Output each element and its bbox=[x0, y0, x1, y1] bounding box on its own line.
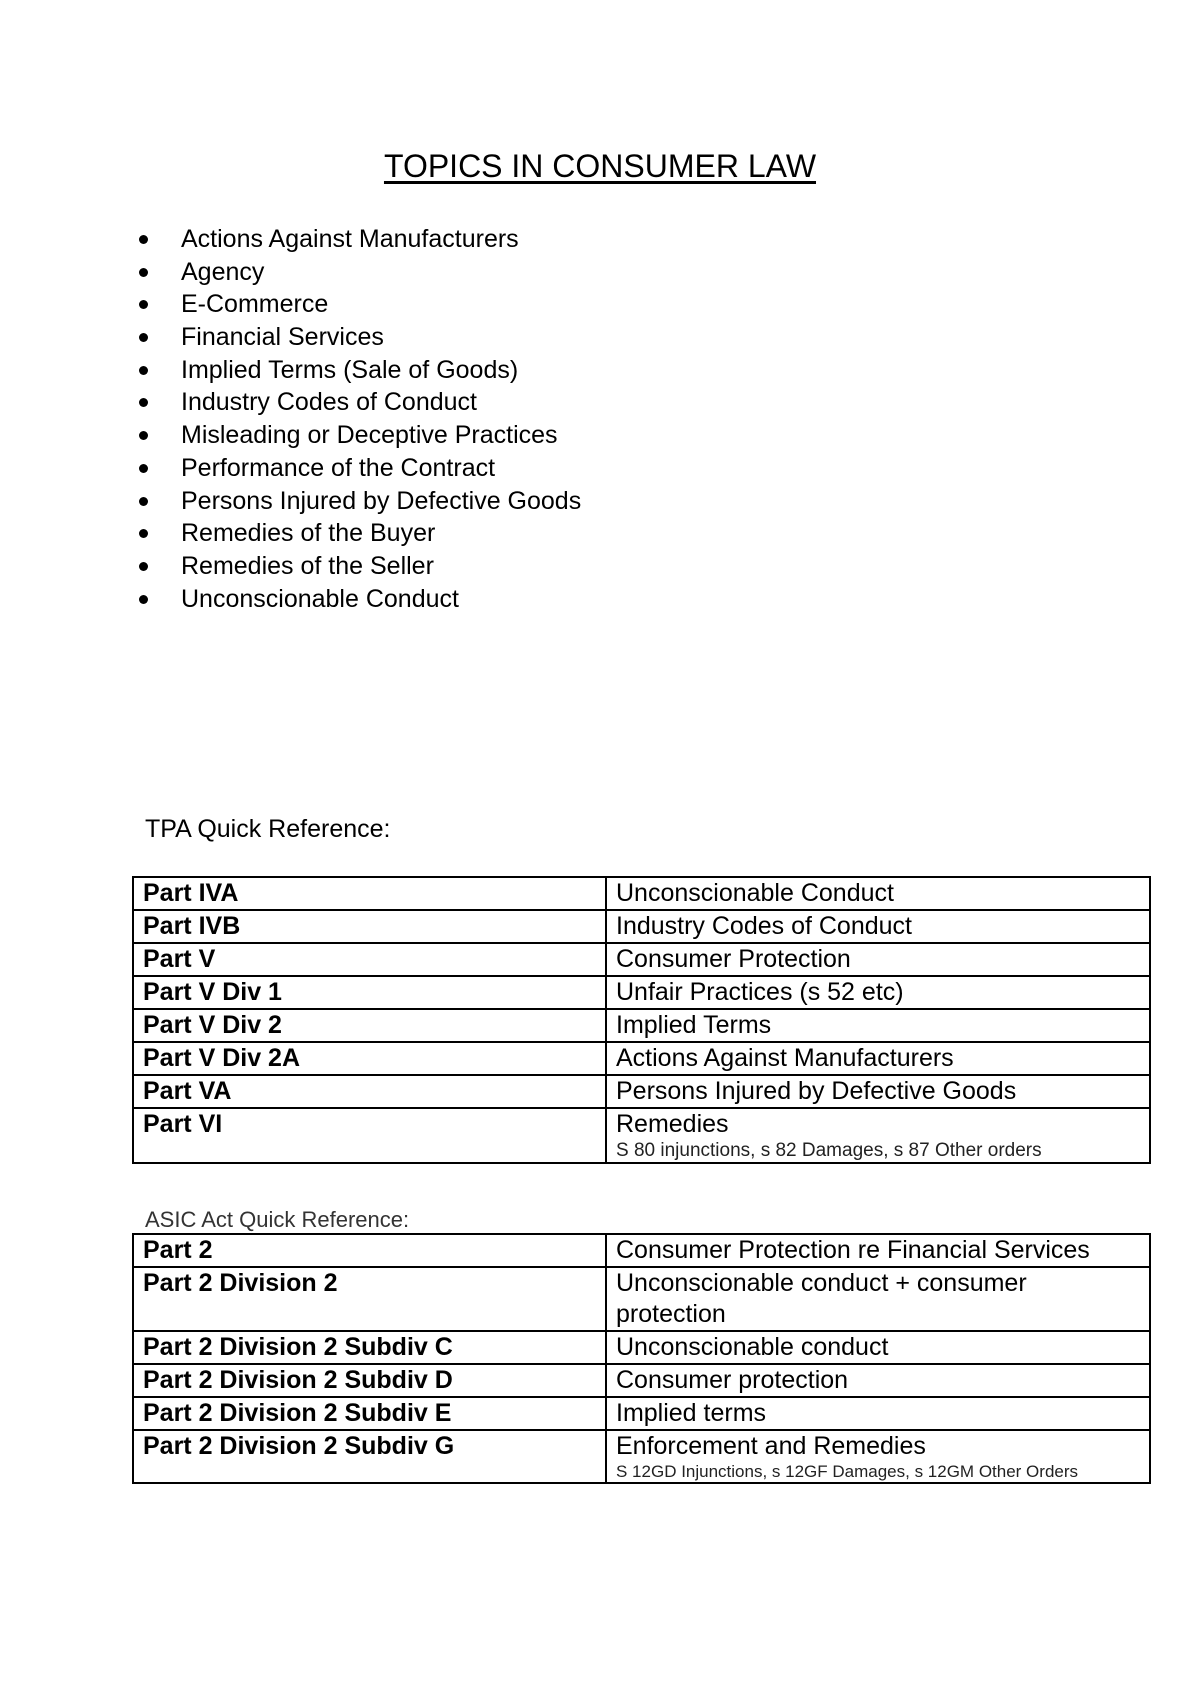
topic-label: Financial Services bbox=[181, 323, 384, 352]
part-cell: Part V Div 2 bbox=[133, 1009, 606, 1042]
asic-reference-table bbox=[132, 1233, 1151, 1484]
topic-cell: Persons Injured by Defective Goods bbox=[606, 1075, 1150, 1108]
asic-heading: ASIC Act Quick Reference: bbox=[145, 1207, 410, 1232]
list-item bbox=[135, 288, 581, 321]
list-item bbox=[135, 419, 581, 452]
bullet-icon bbox=[139, 235, 148, 244]
table-row bbox=[133, 1397, 1150, 1430]
list-item bbox=[135, 386, 581, 419]
list-item bbox=[135, 354, 581, 387]
topic-cell: Unconscionable conduct + consumer protection bbox=[606, 1267, 1150, 1331]
topic-label: Agency bbox=[181, 257, 265, 286]
topic-label: Implied Terms (Sale of Goods) bbox=[181, 355, 519, 384]
table-row bbox=[133, 1108, 1150, 1163]
part-cell: Part V Div 1 bbox=[133, 976, 606, 1009]
bullet-icon bbox=[139, 497, 148, 506]
topic-label: Misleading or Deceptive Practices bbox=[181, 421, 558, 450]
tpa-heading: TPA Quick Reference: bbox=[145, 815, 391, 843]
topic-label: Persons Injured by Defective Goods bbox=[181, 486, 582, 515]
topic-label: Performance of the Contract bbox=[181, 453, 496, 482]
section-note: S 80 injunctions, s 82 Damages, s 87 Other orders bbox=[616, 1140, 1042, 1161]
topic-cell: Implied terms bbox=[606, 1397, 1150, 1430]
topic-label: Unconscionable Conduct bbox=[181, 584, 459, 613]
section-note: S 12GD Injunctions, s 12GF Damages, s 12GM Other Orders bbox=[616, 1462, 1079, 1481]
table-row bbox=[133, 1331, 1150, 1364]
part-cell: Part V bbox=[133, 943, 606, 976]
table-row bbox=[133, 877, 1150, 910]
part-cell: Part 2 Division 2 Subdiv D bbox=[133, 1364, 606, 1397]
table-row bbox=[133, 1009, 1150, 1042]
part-cell: Part VA bbox=[133, 1075, 606, 1108]
list-item bbox=[135, 452, 581, 485]
bullet-icon bbox=[139, 300, 148, 309]
topic-label: Remedies bbox=[616, 1110, 729, 1138]
list-item bbox=[135, 583, 581, 616]
table-row bbox=[133, 910, 1150, 943]
bullet-icon bbox=[139, 268, 148, 277]
topic-cell: Actions Against Manufacturers bbox=[606, 1042, 1150, 1075]
table-row bbox=[133, 943, 1150, 976]
topic-cell: Consumer Protection bbox=[606, 943, 1150, 976]
topic-label: Actions Against Manufacturers bbox=[181, 225, 519, 253]
part-cell: Part IVA bbox=[133, 877, 606, 910]
table-row bbox=[133, 1042, 1150, 1075]
list-item bbox=[135, 223, 581, 256]
topic-cell: Unconscionable conduct bbox=[606, 1331, 1150, 1364]
topic-label: Remedies of the Seller bbox=[181, 551, 434, 580]
topic-cell bbox=[606, 1108, 1150, 1163]
part-cell: Part 2 Division 2 Subdiv C bbox=[133, 1331, 606, 1364]
bullet-icon bbox=[139, 398, 148, 407]
table-row bbox=[133, 1364, 1150, 1397]
bullet-icon bbox=[139, 431, 148, 440]
part-cell: Part 2 Division 2 bbox=[133, 1267, 606, 1331]
table-row bbox=[133, 1234, 1150, 1267]
table-row bbox=[133, 976, 1150, 1009]
bullet-icon bbox=[139, 333, 148, 342]
tpa-reference-table bbox=[132, 876, 1151, 1164]
topic-cell: Consumer Protection re Financial Services bbox=[606, 1234, 1150, 1267]
list-item bbox=[135, 321, 581, 354]
topic-label: Industry Codes of Conduct bbox=[181, 388, 477, 417]
list-item bbox=[135, 485, 581, 518]
bullet-icon bbox=[139, 529, 148, 538]
list-item bbox=[135, 517, 581, 550]
list-item bbox=[135, 550, 581, 583]
topic-cell: Implied Terms bbox=[606, 1009, 1150, 1042]
page-title: TOPICS IN CONSUMER LAW bbox=[383, 148, 817, 184]
topic-cell: Unfair Practices (s 52 etc) bbox=[606, 976, 1150, 1009]
topic-cell bbox=[606, 1430, 1150, 1483]
topic-cell: Consumer protection bbox=[606, 1364, 1150, 1397]
topic-cell: Industry Codes of Conduct bbox=[606, 910, 1150, 943]
part-cell: Part IVB bbox=[133, 910, 606, 943]
topic-label: Remedies of the Buyer bbox=[181, 519, 436, 548]
topic-label: Enforcement and Remedies bbox=[616, 1432, 926, 1460]
topic-label: E-Commerce bbox=[181, 290, 329, 319]
bullet-icon bbox=[139, 562, 148, 571]
topics-list bbox=[135, 223, 581, 615]
part-cell: Part 2 Division 2 Subdiv G bbox=[133, 1430, 606, 1483]
part-cell: Part 2 Division 2 Subdiv E bbox=[133, 1397, 606, 1430]
list-item bbox=[135, 256, 581, 289]
bullet-icon bbox=[139, 366, 148, 375]
part-cell: Part 2 bbox=[133, 1234, 606, 1267]
part-cell: Part VI bbox=[133, 1108, 606, 1163]
table-row bbox=[133, 1430, 1150, 1483]
part-cell: Part V Div 2A bbox=[133, 1042, 606, 1075]
topic-cell: Unconscionable Conduct bbox=[606, 877, 1150, 910]
table-row bbox=[133, 1267, 1150, 1331]
bullet-icon bbox=[139, 464, 148, 473]
bullet-icon bbox=[139, 595, 148, 604]
table-row bbox=[133, 1075, 1150, 1108]
